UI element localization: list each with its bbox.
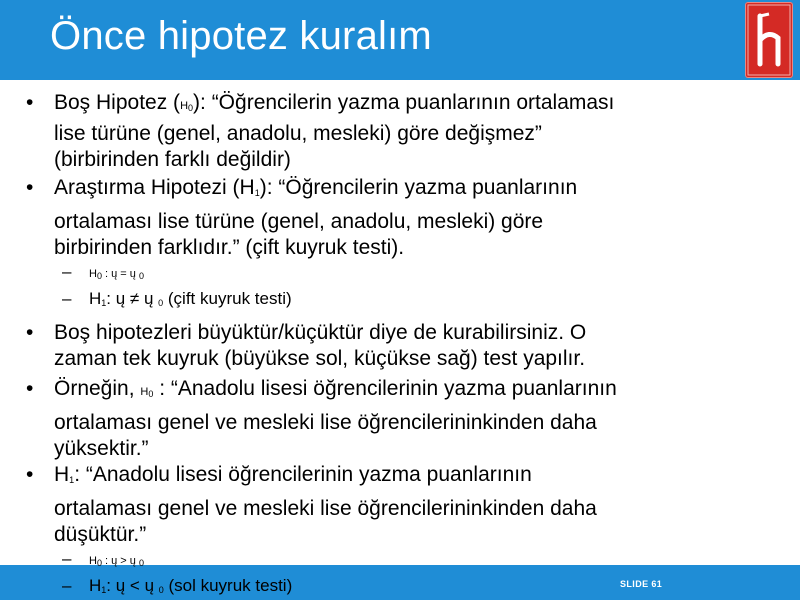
text: : ų ≠ ų xyxy=(106,289,159,308)
text: H xyxy=(89,555,97,567)
bullet-research-hypothesis xyxy=(54,175,794,261)
bullet-example-h1 xyxy=(54,462,794,548)
text: zaman tek kuyruk (büyükse sol, küçükse sağ) test yapılır. xyxy=(54,347,586,370)
text: H xyxy=(89,289,102,308)
text: H xyxy=(54,463,70,486)
formula-h1-not-equal xyxy=(89,288,789,314)
text: : ų < ų xyxy=(106,576,159,595)
bullet-dot: • xyxy=(26,463,34,486)
formula-h1-less xyxy=(89,575,789,601)
bullet-dot: • xyxy=(26,377,34,400)
subscript: 0 xyxy=(148,389,154,399)
dash: – xyxy=(62,289,72,308)
text: Örneğin, xyxy=(54,377,141,400)
text: birbirinden farklıdır.” (çift kuyruk testi). xyxy=(54,236,405,259)
bullet-example-h0 xyxy=(54,376,794,462)
dash: – xyxy=(62,576,72,595)
formula-h0-equal xyxy=(89,261,789,287)
text: H xyxy=(140,386,149,398)
subscript: 1 xyxy=(101,585,107,595)
formula-h0-greater xyxy=(89,548,789,574)
text: : “Anadolu lisesi öğrencilerinin yazma puanlarının xyxy=(153,377,617,400)
dash: – xyxy=(62,262,72,281)
text: : “Anadolu lisesi öğrencilerinin yazma puanlarının xyxy=(74,463,532,486)
bullet-one-tail-note xyxy=(54,320,794,372)
subscript: 0 xyxy=(138,558,144,568)
subscript: 0 xyxy=(188,103,194,113)
text: ): “Öğrencilerin yazma puanlarının ortalaması xyxy=(193,91,615,114)
bullet-dot: • xyxy=(26,91,34,114)
subscript: 0 xyxy=(96,271,102,281)
slide-number: SLIDE 61 xyxy=(620,579,663,589)
subscript: 0 xyxy=(158,298,164,308)
dash: – xyxy=(62,549,72,568)
text: yüksektir.” xyxy=(54,437,149,460)
text: H xyxy=(89,576,102,595)
text: (sol kuyruk testi) xyxy=(163,576,293,595)
text: lise türüne (genel, anadolu, mesleki) göre değişmez” xyxy=(54,122,542,145)
text: ortalaması lise türüne (genel, anadolu, mesleki) göre xyxy=(54,210,544,233)
subscript: 0 xyxy=(138,271,144,281)
text: : ų > ų xyxy=(101,555,139,567)
text: H xyxy=(180,100,189,112)
bullet-dot: • xyxy=(26,321,34,344)
text: düşüktür.” xyxy=(54,523,147,546)
subscript: 1 xyxy=(69,475,75,485)
subscript: 0 xyxy=(96,558,102,568)
subscript: 0 xyxy=(158,585,164,595)
text: (birbirinden farklı değildir) xyxy=(54,148,291,171)
text: ortalaması genel ve mesleki lise öğrencilerininkinden daha xyxy=(54,411,597,434)
bullet-dot: • xyxy=(26,176,34,199)
subscript: 1 xyxy=(254,188,260,198)
subscript: 1 xyxy=(101,298,107,308)
slide-title: Önce hipotez kuralım xyxy=(50,14,432,58)
text: ortalaması genel ve mesleki lise öğrencilerininkinden daha xyxy=(54,497,597,520)
text: Boş Hipotez ( xyxy=(54,91,181,114)
bullet-null-hypothesis xyxy=(54,90,794,173)
text: Boş hipotezleri büyüktür/küçüktür diye de kurabilirsiniz. O xyxy=(54,321,587,344)
text: H xyxy=(89,268,97,280)
text: : ų = ų xyxy=(101,268,139,280)
text: (çift kuyruk testi) xyxy=(163,289,292,308)
text: Araştırma Hipotezi (H xyxy=(54,176,255,199)
text: ): “Öğrencilerin yazma puanlarının xyxy=(259,176,578,199)
